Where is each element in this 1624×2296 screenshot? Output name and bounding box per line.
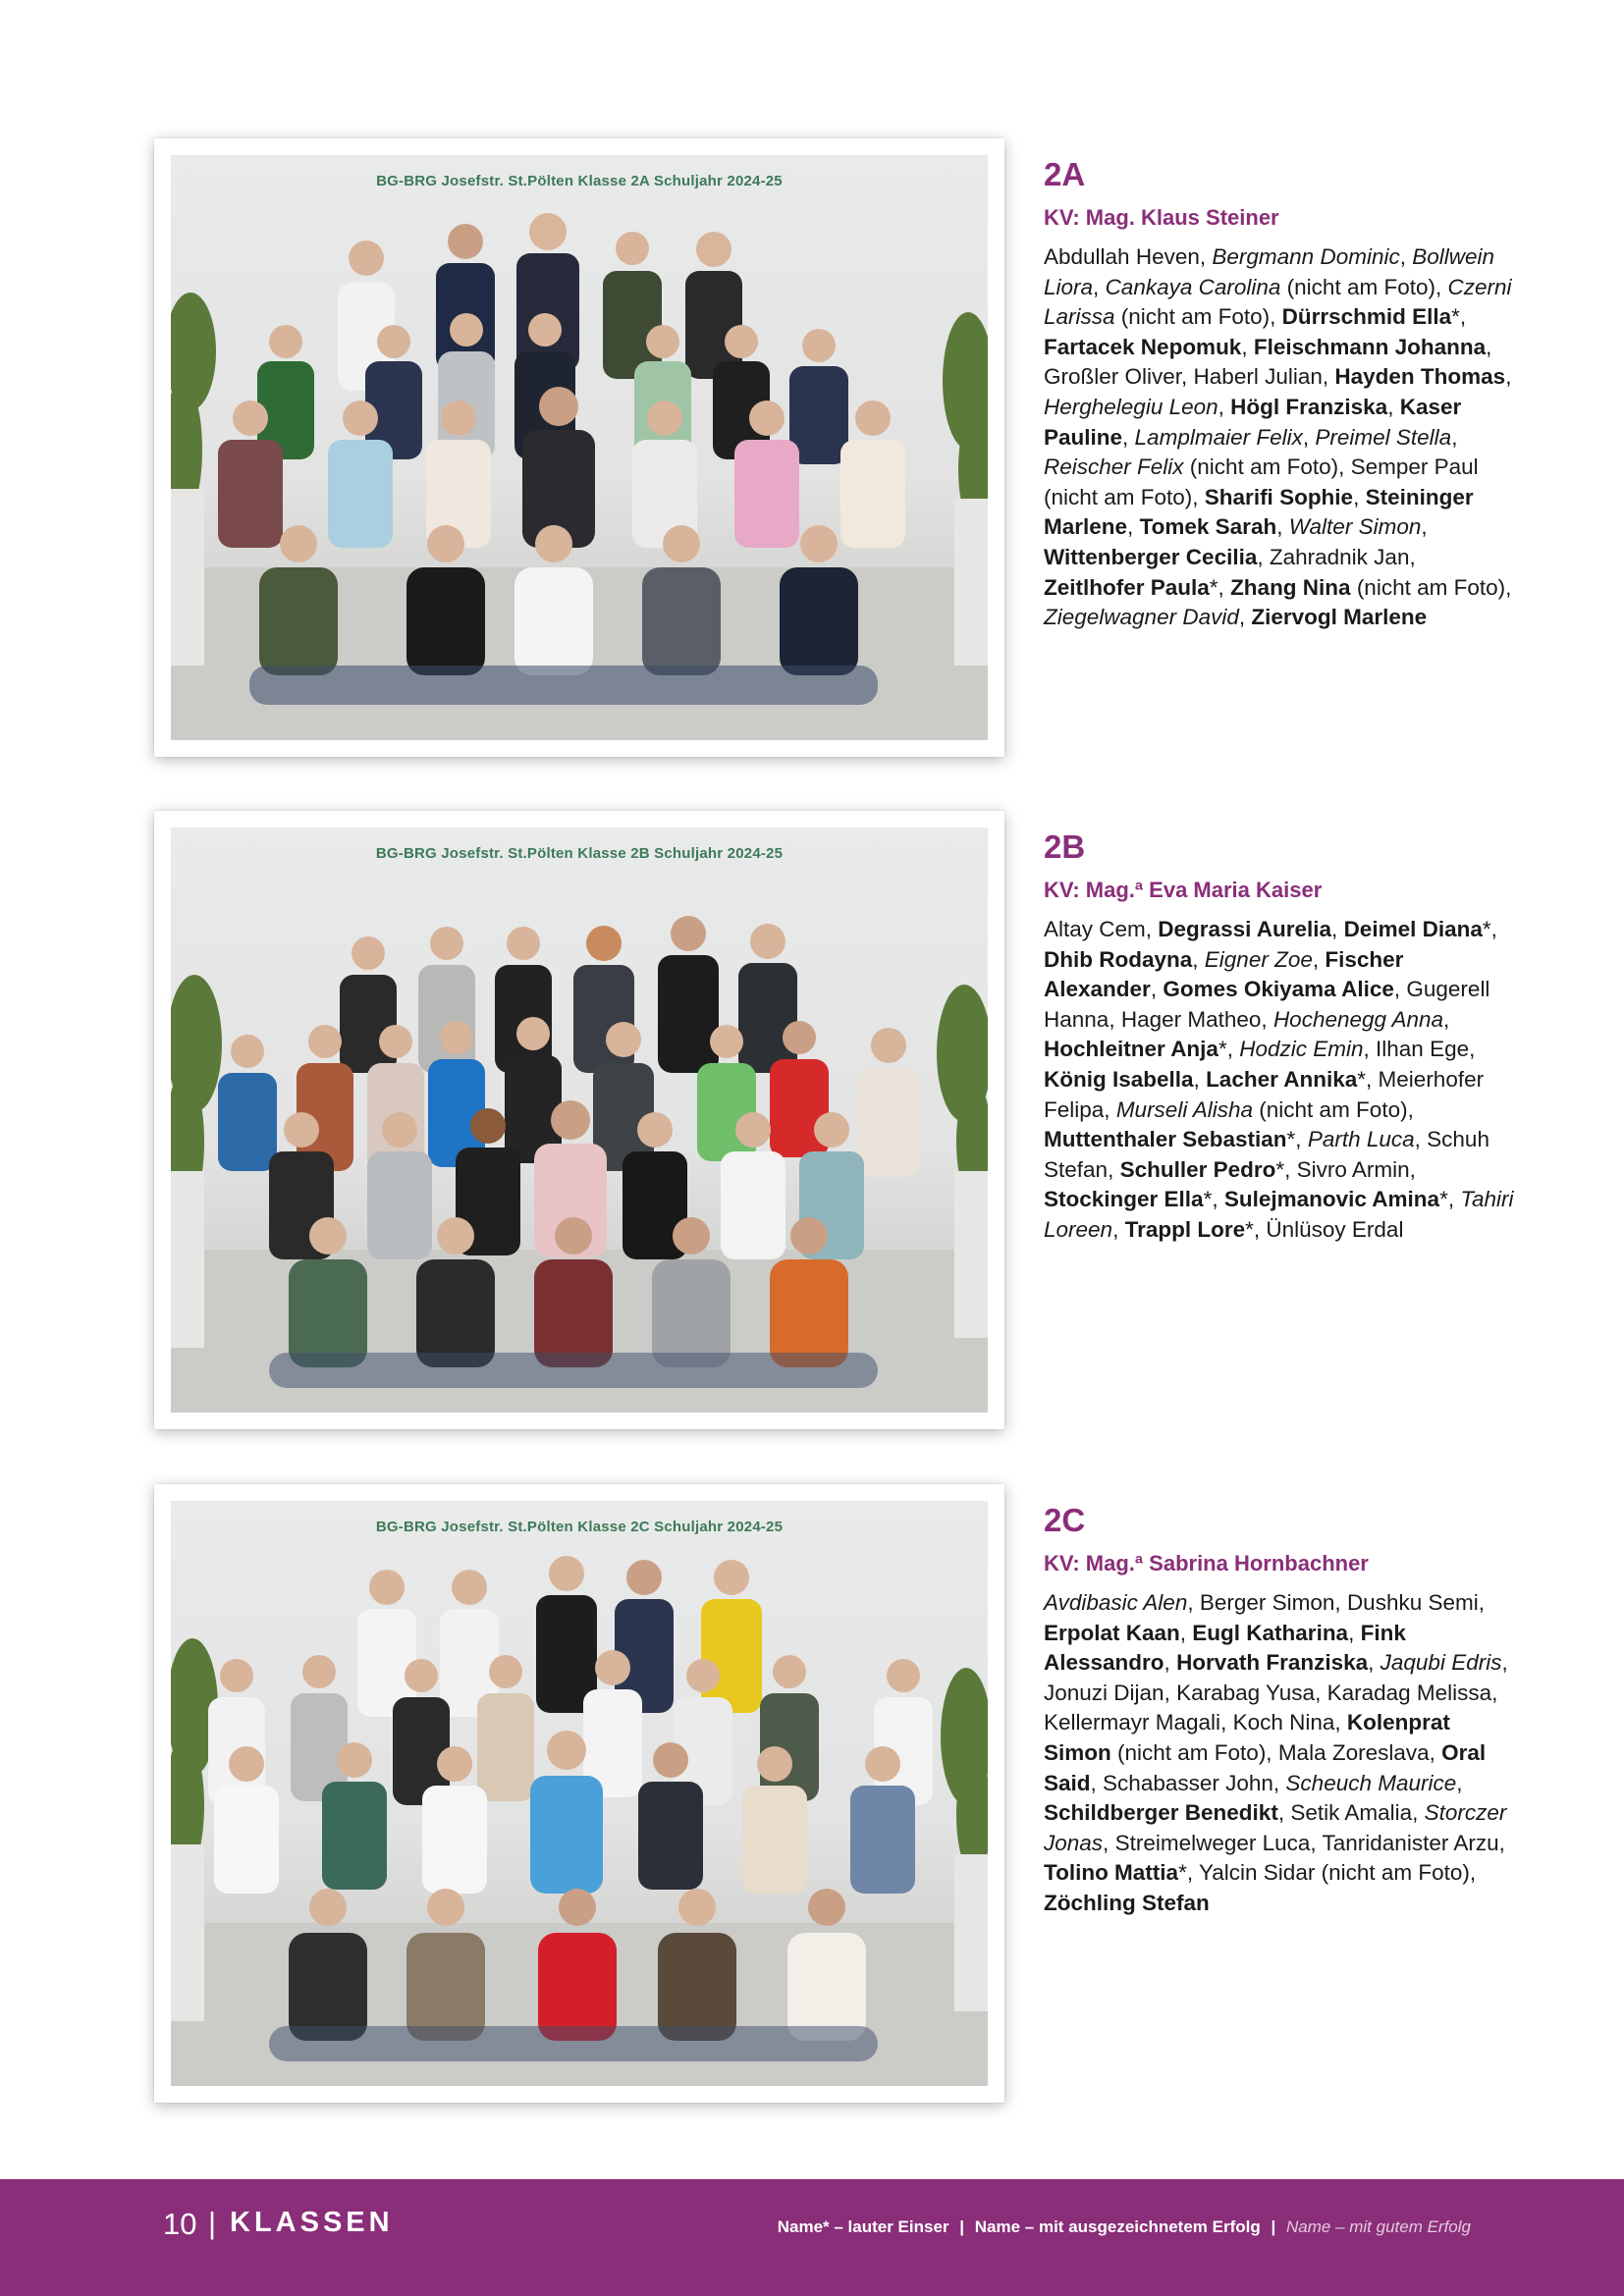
name-punctuation: , xyxy=(1181,364,1194,390)
name-punctuation: , xyxy=(1238,605,1252,630)
name-punctuation: , xyxy=(1187,1590,1200,1615)
student-name: Berger Simon xyxy=(1199,1590,1335,1615)
student-name: Zhang Nina xyxy=(1230,574,1351,600)
name-punctuation: *, xyxy=(1286,1127,1308,1152)
student-name: Högl Franziska xyxy=(1230,394,1388,419)
name-punctuation: *, xyxy=(1275,1156,1297,1182)
student-name: Tomek Sarah xyxy=(1139,514,1277,540)
class-label: 2A xyxy=(1044,156,1086,192)
student-name: Abdullah Heven xyxy=(1044,244,1200,269)
name-punctuation: , xyxy=(1443,1006,1450,1032)
student-name: Muttenthaler Sebastian xyxy=(1044,1127,1287,1152)
student-list xyxy=(1044,242,1515,633)
name-punctuation: , xyxy=(1109,1006,1121,1032)
name-punctuation: , xyxy=(1104,1096,1116,1122)
row-front xyxy=(269,1217,878,1388)
name-punctuation: (nicht am Foto), xyxy=(1044,484,1205,509)
student-name: Horvath Franziska xyxy=(1176,1650,1369,1676)
student-name: Parth Luca xyxy=(1307,1127,1415,1152)
student-name: Deimel Diana xyxy=(1343,917,1483,941)
student-name: Hayden Thomas xyxy=(1334,364,1506,390)
name-punctuation: *, xyxy=(1439,1187,1461,1212)
student-name: Tolino Mattia xyxy=(1044,1860,1179,1886)
student-name: Bollwein Liora xyxy=(1044,244,1495,299)
student-name: Zöchling Stefan xyxy=(1044,1890,1210,1915)
name-punctuation: , xyxy=(1334,1590,1347,1615)
student-name: Zeitlhofer Paula xyxy=(1044,574,1210,600)
section-title: KLASSEN xyxy=(230,2207,394,2238)
name-punctuation: (nicht am Foto), xyxy=(1253,1096,1414,1122)
student-name: Preimel Stella xyxy=(1315,424,1452,450)
student-list xyxy=(1044,1588,1515,1919)
name-punctuation: , xyxy=(1090,1770,1104,1795)
student-name: Dushku Semi xyxy=(1346,1590,1479,1615)
name-punctuation: , xyxy=(1122,424,1135,450)
name-punctuation: , xyxy=(1429,1739,1442,1765)
student-name: Ziegelwagner David xyxy=(1044,605,1239,630)
student-name: Lacher Annika xyxy=(1206,1066,1358,1092)
student-name: Avdibasic Alen xyxy=(1044,1590,1188,1615)
name-punctuation: , xyxy=(1093,274,1106,299)
name-punctuation: , xyxy=(1193,1066,1207,1092)
student-name: Jonuzi Dijan xyxy=(1044,1680,1164,1705)
name-punctuation: , xyxy=(1505,364,1512,390)
student-name: Storczer Jonas xyxy=(1044,1800,1507,1855)
class-label: 2B xyxy=(1044,828,1086,865)
group-photo-illustration xyxy=(171,155,988,740)
student-name: Fink Alessandro xyxy=(1044,1620,1406,1676)
name-punctuation: (nicht am Foto), xyxy=(1280,274,1448,299)
student-name: Schuh Stefan xyxy=(1044,1127,1489,1182)
student-name: Zahradnik Jan xyxy=(1269,544,1410,569)
student-name: Bergmann Dominic xyxy=(1212,244,1400,269)
page-number: 10 xyxy=(163,2207,197,2241)
name-punctuation: , xyxy=(1363,1037,1377,1062)
student-name: Reischer Felix xyxy=(1044,454,1184,480)
student-name: Semper Paul xyxy=(1350,454,1479,480)
student-name: Lamplmaier Felix xyxy=(1134,424,1303,450)
name-punctuation: , xyxy=(1199,244,1213,269)
name-punctuation: , xyxy=(1241,334,1254,359)
name-punctuation: *, xyxy=(1245,1216,1267,1242)
name-punctuation: (nicht am Foto), xyxy=(1114,304,1282,330)
class-photo-frame xyxy=(154,138,1004,757)
group-photo-illustration xyxy=(171,828,988,1413)
class-photo xyxy=(171,1501,988,2086)
student-name: Hager Matheo xyxy=(1120,1006,1262,1032)
student-name: Kellermayr Magali xyxy=(1044,1710,1221,1735)
name-punctuation: , xyxy=(1179,1620,1193,1645)
student-name: Meierhofer Felipa xyxy=(1044,1066,1485,1122)
student-name: Sulejmanovic Amina xyxy=(1223,1187,1440,1212)
student-name: Tanridanister Arzu xyxy=(1322,1830,1499,1855)
student-name: Oral Said xyxy=(1044,1739,1487,1795)
student-name: Schildberger Benedikt xyxy=(1044,1800,1278,1826)
name-punctuation: , xyxy=(1127,514,1140,540)
name-punctuation: , xyxy=(1353,484,1366,509)
photo-caption: BG-BRG Josefstr. St.Pölten Klasse 2B Schuljahr 2024-25 xyxy=(375,845,784,862)
grade-legend xyxy=(778,2218,1471,2235)
legend-separator: | xyxy=(1271,2217,1276,2236)
name-punctuation: *, xyxy=(1218,1037,1240,1062)
class-teacher: KV: Mag.ª Eva Maria Kaiser xyxy=(1044,878,1323,902)
class-teacher: KV: Mag. Klaus Steiner xyxy=(1044,205,1279,230)
student-name: Ünlüsoy Erdal xyxy=(1266,1216,1404,1242)
name-punctuation: , xyxy=(1412,1800,1425,1826)
student-name: Koch Nina xyxy=(1232,1710,1335,1735)
name-punctuation: , xyxy=(1277,1800,1291,1826)
footer-separator: | xyxy=(208,2206,217,2240)
student-name: Yalcin Sidar xyxy=(1198,1860,1316,1886)
name-punctuation: , xyxy=(1491,1680,1498,1705)
student-name: Karabag Yusa xyxy=(1176,1680,1316,1705)
student-name: Stockinger Ella xyxy=(1044,1187,1204,1212)
student-name: Gomes Okiyama Alice xyxy=(1163,977,1394,1002)
photo-caption: BG-BRG Josefstr. St.Pölten Klasse 2A Schuljahr 2024-25 xyxy=(376,173,783,189)
student-name: Steininger Marlene xyxy=(1044,484,1474,540)
name-punctuation: *, xyxy=(1178,1860,1199,1886)
name-punctuation: , xyxy=(1150,977,1164,1002)
student-name: Trappl Lore xyxy=(1124,1216,1246,1242)
student-name: Großler Oliver xyxy=(1044,364,1182,390)
student-name: Kaser Pauline xyxy=(1044,394,1462,450)
name-punctuation: , xyxy=(1108,1156,1120,1182)
name-punctuation: , xyxy=(1315,1680,1327,1705)
name-punctuation: *, xyxy=(1209,574,1231,600)
name-punctuation: , xyxy=(1387,394,1400,419)
name-punctuation: , xyxy=(1348,1620,1361,1645)
student-name: Streimelweger Luca xyxy=(1114,1830,1311,1855)
name-punctuation: , xyxy=(1414,1127,1428,1152)
name-punctuation: (nicht am Foto), xyxy=(1183,454,1351,480)
name-punctuation: , xyxy=(1368,1650,1380,1676)
name-punctuation: , xyxy=(1312,946,1326,972)
student-name: Wittenberger Cecilia xyxy=(1044,544,1258,569)
name-punctuation: , xyxy=(1322,364,1335,390)
student-name: Dürrschmid Ella xyxy=(1281,304,1452,330)
class-label: 2C xyxy=(1044,1502,1086,1538)
student-name: Karadag Melissa xyxy=(1326,1680,1492,1705)
name-punctuation: , xyxy=(1261,1006,1273,1032)
student-name: Walter Simon xyxy=(1288,514,1422,540)
student-name: Kolenprat Simon xyxy=(1044,1710,1450,1765)
class-photo xyxy=(171,828,988,1413)
name-punctuation: , xyxy=(1409,544,1416,569)
class-photo xyxy=(171,155,988,740)
row-back xyxy=(357,1556,762,1717)
photo-caption: BG-BRG Josefstr. St.Pölten Klasse 2C Schuljahr 2024-25 xyxy=(375,1519,784,1535)
legend-separator: | xyxy=(959,2217,965,2236)
name-punctuation: , xyxy=(1220,1710,1233,1735)
name-punctuation: , xyxy=(1192,946,1205,972)
name-punctuation: , xyxy=(1478,1590,1486,1615)
group-photo-illustration xyxy=(171,1501,988,2086)
student-name: Cankaya Carolina xyxy=(1105,274,1281,299)
name-punctuation: , xyxy=(1421,514,1428,540)
student-name: Eugl Katharina xyxy=(1192,1620,1349,1645)
name-punctuation: , xyxy=(1334,1710,1347,1735)
student-name: Altay Cem xyxy=(1044,917,1146,941)
legend-gut: Name – mit gutem Erfolg xyxy=(1285,2217,1471,2236)
student-name: König Isabella xyxy=(1044,1066,1194,1092)
class-photo-frame xyxy=(154,1484,1004,2103)
name-punctuation: , xyxy=(1112,1216,1125,1242)
name-punctuation: *, xyxy=(1203,1187,1224,1212)
student-name: Fischer Alexander xyxy=(1044,946,1404,1002)
student-name: Hochleitner Anja xyxy=(1044,1037,1218,1062)
student-name: Scheuch Maurice xyxy=(1285,1770,1457,1795)
student-name: Herghelegiu Leon xyxy=(1044,394,1218,419)
student-name: Dhib Rodayna xyxy=(1044,946,1193,972)
student-name: Ilhan Ege xyxy=(1376,1037,1470,1062)
student-name: Czerni Larissa xyxy=(1044,274,1512,330)
name-punctuation: , xyxy=(1451,424,1458,450)
name-punctuation: , xyxy=(1310,1830,1323,1855)
student-name: Murseli Alisha xyxy=(1115,1096,1254,1122)
name-punctuation: *, xyxy=(1357,1066,1379,1092)
student-name: Gugerell Hanna xyxy=(1044,977,1490,1032)
name-punctuation: , xyxy=(1456,1770,1463,1795)
student-name: Schuller Pedro xyxy=(1119,1156,1276,1182)
student-name: Schabasser John xyxy=(1103,1770,1273,1795)
student-name: Ziervogl Marlene xyxy=(1251,605,1428,630)
name-punctuation: , xyxy=(1164,1680,1177,1705)
name-punctuation: (nicht am Foto), xyxy=(1110,1739,1278,1765)
student-name: Hochenegg Anna xyxy=(1272,1006,1443,1032)
name-punctuation: , xyxy=(1409,1156,1416,1182)
student-name: Tahiri Loreen xyxy=(1044,1187,1514,1242)
student-name: Eigner Zoe xyxy=(1204,946,1313,972)
name-punctuation: (nicht am Foto), xyxy=(1315,1860,1477,1886)
student-name: Sharifi Sophie xyxy=(1204,484,1354,509)
name-punctuation: , xyxy=(1486,334,1492,359)
name-punctuation: *, xyxy=(1451,304,1467,330)
student-name: Jaqubi Edris xyxy=(1380,1650,1502,1676)
student-name: Sivro Armin xyxy=(1296,1156,1410,1182)
student-name: Haberl Julian xyxy=(1193,364,1323,390)
student-name: Hodzic Emin xyxy=(1239,1037,1364,1062)
name-punctuation: , xyxy=(1276,514,1289,540)
legend-einser: Name* – lauter Einser xyxy=(777,2217,949,2236)
class-photo-frame xyxy=(154,811,1004,1429)
student-name: Mala Zoreslava xyxy=(1277,1739,1430,1765)
name-punctuation: , xyxy=(1103,1830,1115,1855)
student-name: Degrassi Aurelia xyxy=(1158,917,1332,941)
legend-ausgezeichnet: Name – mit ausgezeichnetem Erfolg xyxy=(974,2217,1261,2236)
name-punctuation: , xyxy=(1331,917,1344,941)
name-punctuation: , xyxy=(1399,244,1413,269)
name-punctuation: , xyxy=(1145,917,1159,941)
name-punctuation: , xyxy=(1218,394,1231,419)
class-teacher: KV: Mag.ª Sabrina Hornbachner xyxy=(1044,1551,1369,1575)
student-list xyxy=(1044,915,1515,1246)
name-punctuation: , xyxy=(1469,1037,1476,1062)
name-punctuation: , xyxy=(1164,1650,1177,1676)
name-punctuation: , xyxy=(1272,1770,1286,1795)
page-footer xyxy=(0,2179,1624,2296)
name-punctuation: , xyxy=(1501,1650,1508,1676)
name-punctuation: , xyxy=(1257,544,1270,569)
student-name: Erpolat Kaan xyxy=(1044,1620,1180,1645)
student-name: Setik Amalia xyxy=(1290,1800,1413,1826)
name-punctuation: , xyxy=(1302,424,1316,450)
name-punctuation: , xyxy=(1498,1830,1505,1855)
name-punctuation: *, xyxy=(1482,917,1497,941)
student-name: Fleischmann Johanna xyxy=(1253,334,1487,359)
name-punctuation: (nicht am Foto), xyxy=(1350,574,1512,600)
student-name: Fartacek Nepomuk xyxy=(1044,334,1242,359)
name-punctuation: , xyxy=(1393,977,1407,1002)
